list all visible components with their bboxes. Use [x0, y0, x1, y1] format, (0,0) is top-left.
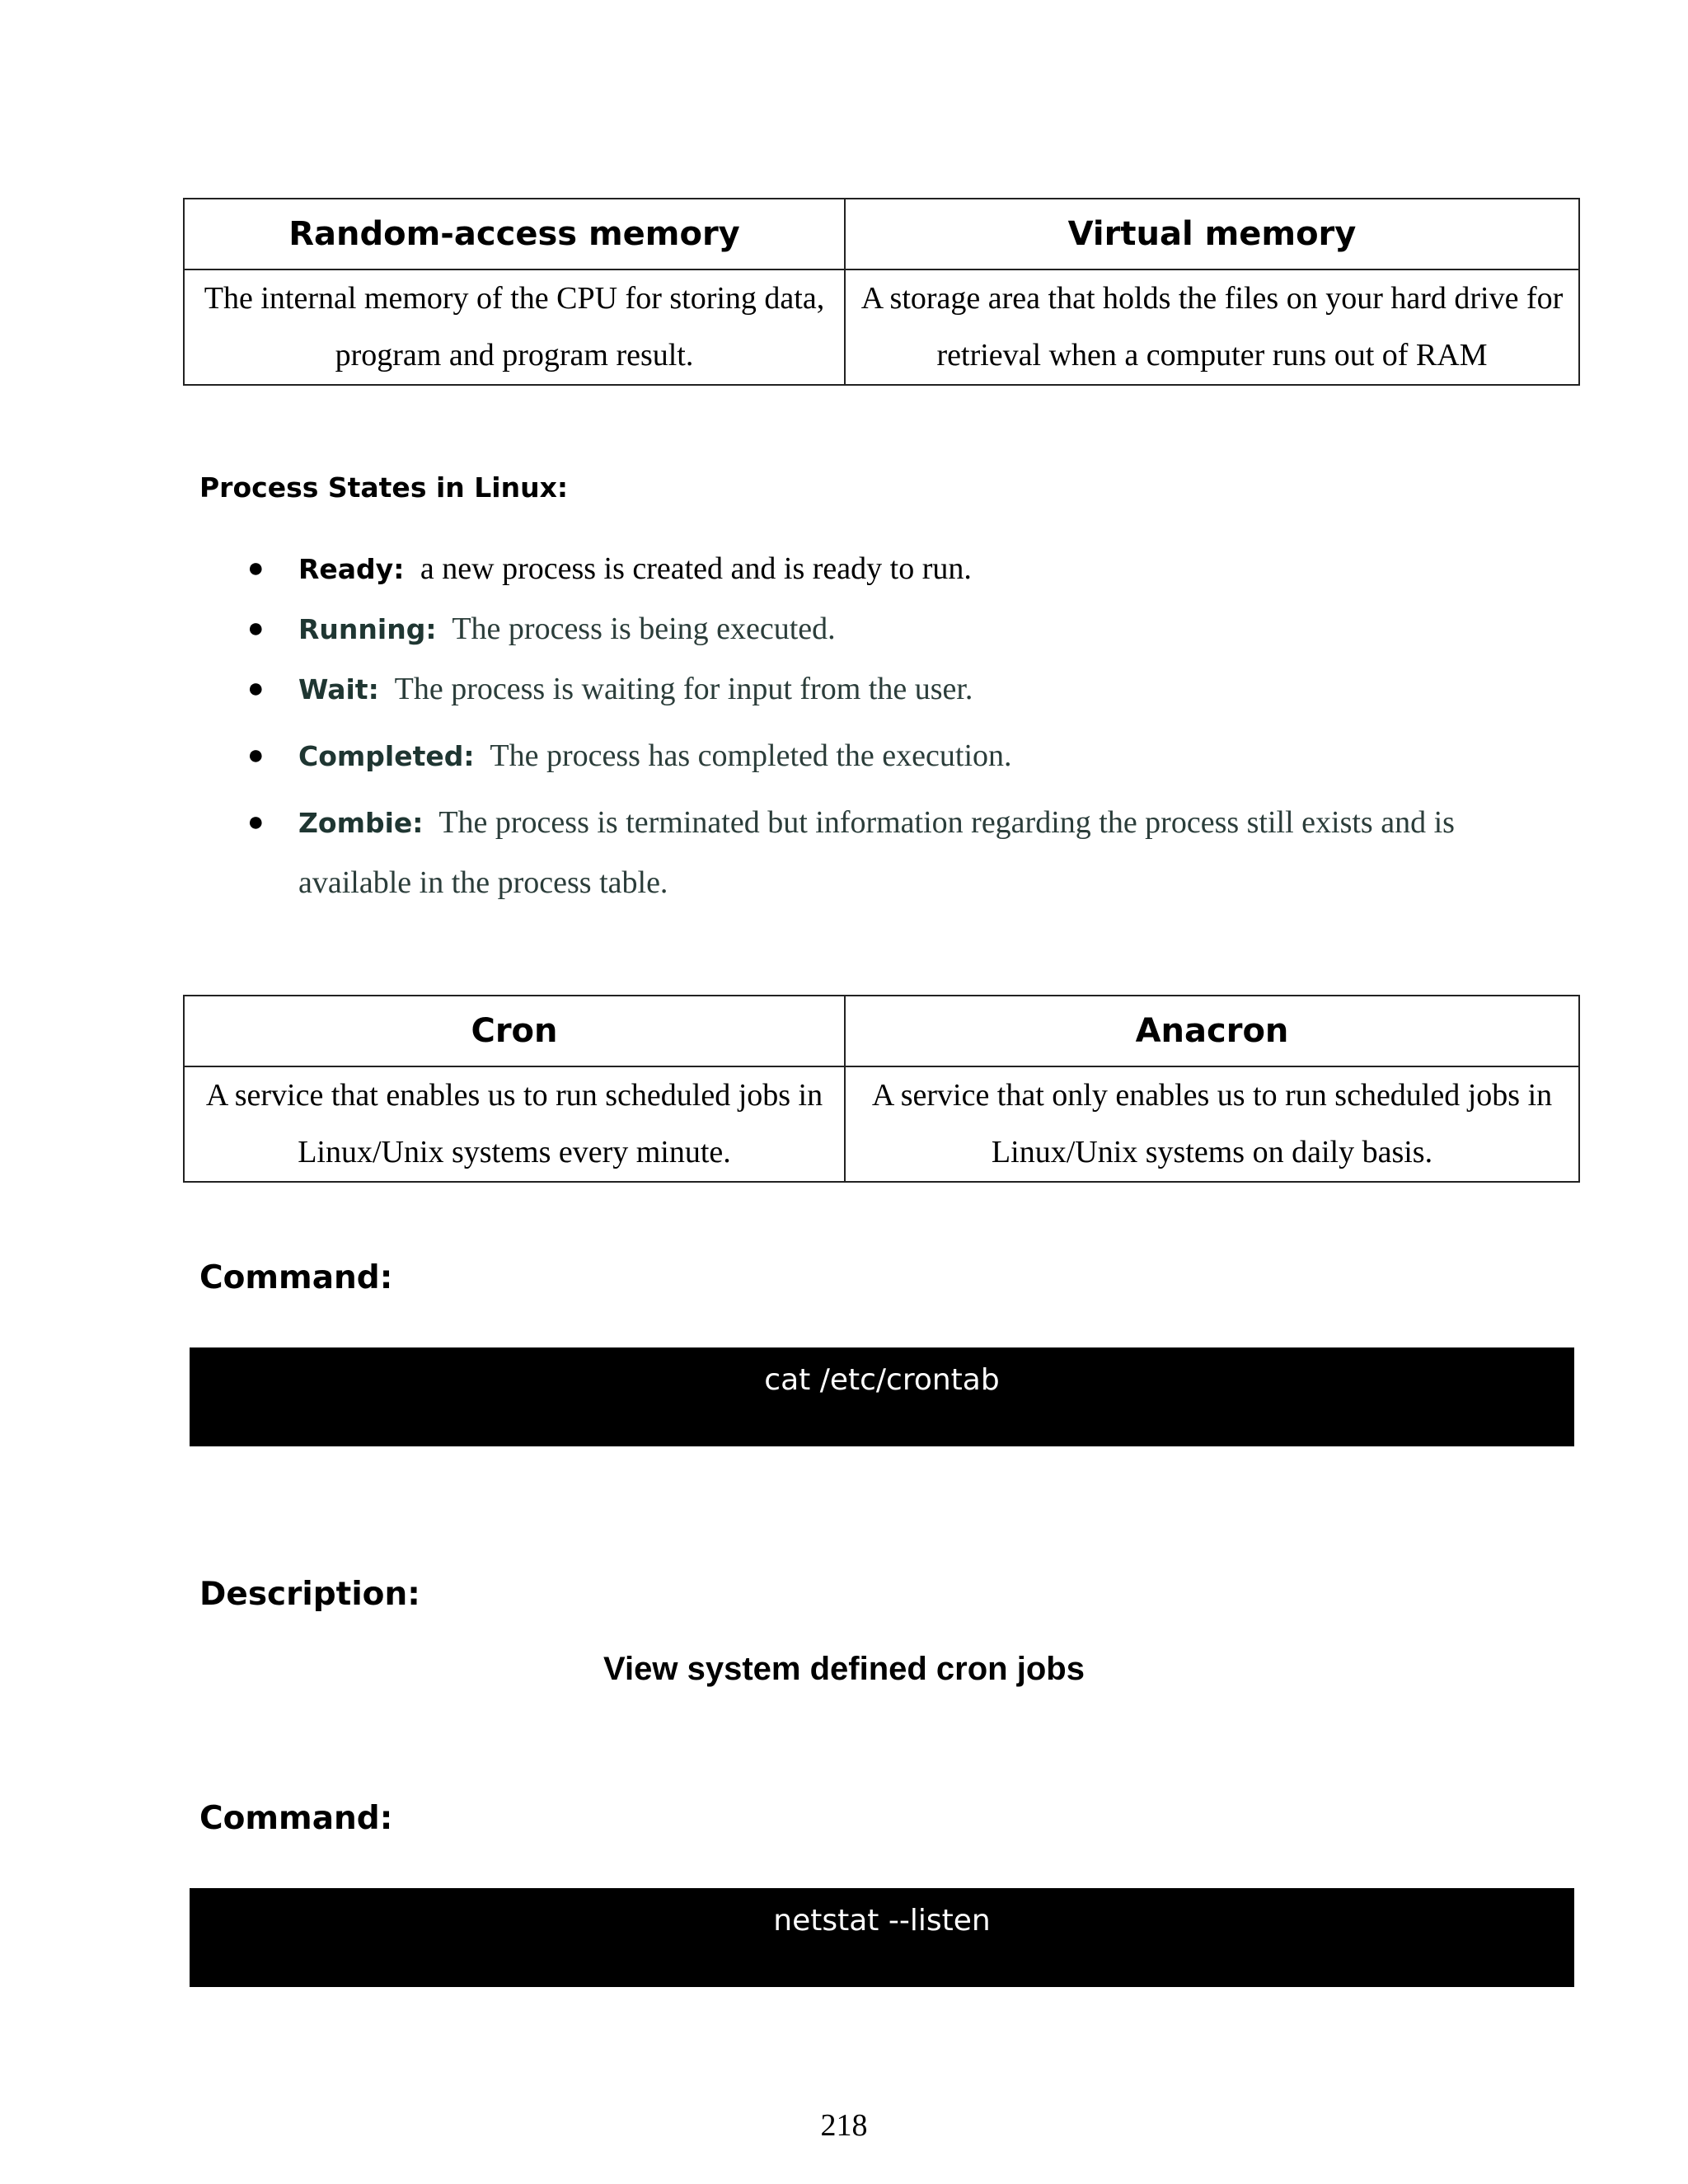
command-code: netstat --listen: [773, 1904, 991, 1938]
table-row: [184, 269, 1579, 385]
table-header-cron: Cron: [184, 996, 845, 1066]
command-code-block: [190, 1347, 1574, 1446]
description-heading: Description:: [199, 1576, 420, 1613]
table-header-ram: Random-access memory: [184, 199, 845, 269]
list-item-running: [247, 599, 1566, 659]
memory-comparison-table: [183, 198, 1580, 386]
state-term: Ready:: [298, 553, 405, 585]
state-term: Completed:: [298, 740, 475, 772]
list-item-ready: [247, 539, 1566, 599]
table-cell-virtual-memory-definition: A storage area that holds the files on your hard drive for retrieval when a computer runs out of RAM: [845, 269, 1579, 385]
bullet-icon: ●: [247, 740, 265, 771]
state-term: Wait:: [298, 673, 379, 705]
process-states-heading: Process States in Linux:: [199, 471, 569, 504]
list-item-completed: [247, 726, 1566, 786]
table-cell-ram-definition: The internal memory of the CPU for storing data, program and program result.: [184, 269, 845, 385]
state-term: Running:: [298, 613, 437, 645]
command-heading: Command:: [199, 1800, 393, 1837]
state-description: The process has completed the execution.: [490, 738, 1012, 773]
bullet-icon: ●: [247, 613, 265, 644]
state-description: The process is waiting for input from the user.: [394, 672, 973, 706]
page-number: 218: [820, 2108, 868, 2143]
description-text: View system defined cron jobs: [603, 1651, 1085, 1687]
table-cell-cron-definition: A service that enables us to run scheduled jobs in Linux/Unix systems every minute.: [184, 1066, 845, 1182]
state-description: The process is terminated but information regarding the process still exists and is available in the process table.: [298, 805, 1455, 900]
table-row: [184, 1066, 1579, 1182]
list-item-zombie: [247, 793, 1566, 912]
list-item-wait: [247, 659, 1566, 719]
table-header-anacron: Anacron: [845, 996, 1579, 1066]
table-cell-anacron-definition: A service that only enables us to run scheduled jobs in Linux/Unix systems on daily basis.: [845, 1066, 1579, 1182]
process-states-list: [247, 539, 1566, 912]
command-heading: Command:: [199, 1259, 393, 1296]
command-code-block: [190, 1888, 1574, 1987]
table-header-row: [184, 199, 1579, 269]
bullet-icon: ●: [247, 807, 265, 837]
state-description: The process is being executed.: [452, 612, 836, 646]
state-description: a new process is created and is ready to run.: [420, 551, 972, 586]
bullet-icon: ●: [247, 553, 265, 583]
state-term: Zombie:: [298, 807, 424, 839]
table-header-virtual-memory: Virtual memory: [845, 199, 1579, 269]
table-header-row: [184, 996, 1579, 1066]
bullet-icon: ●: [247, 673, 265, 704]
cron-comparison-table: [183, 995, 1580, 1183]
command-code: cat /etc/crontab: [764, 1363, 1000, 1397]
